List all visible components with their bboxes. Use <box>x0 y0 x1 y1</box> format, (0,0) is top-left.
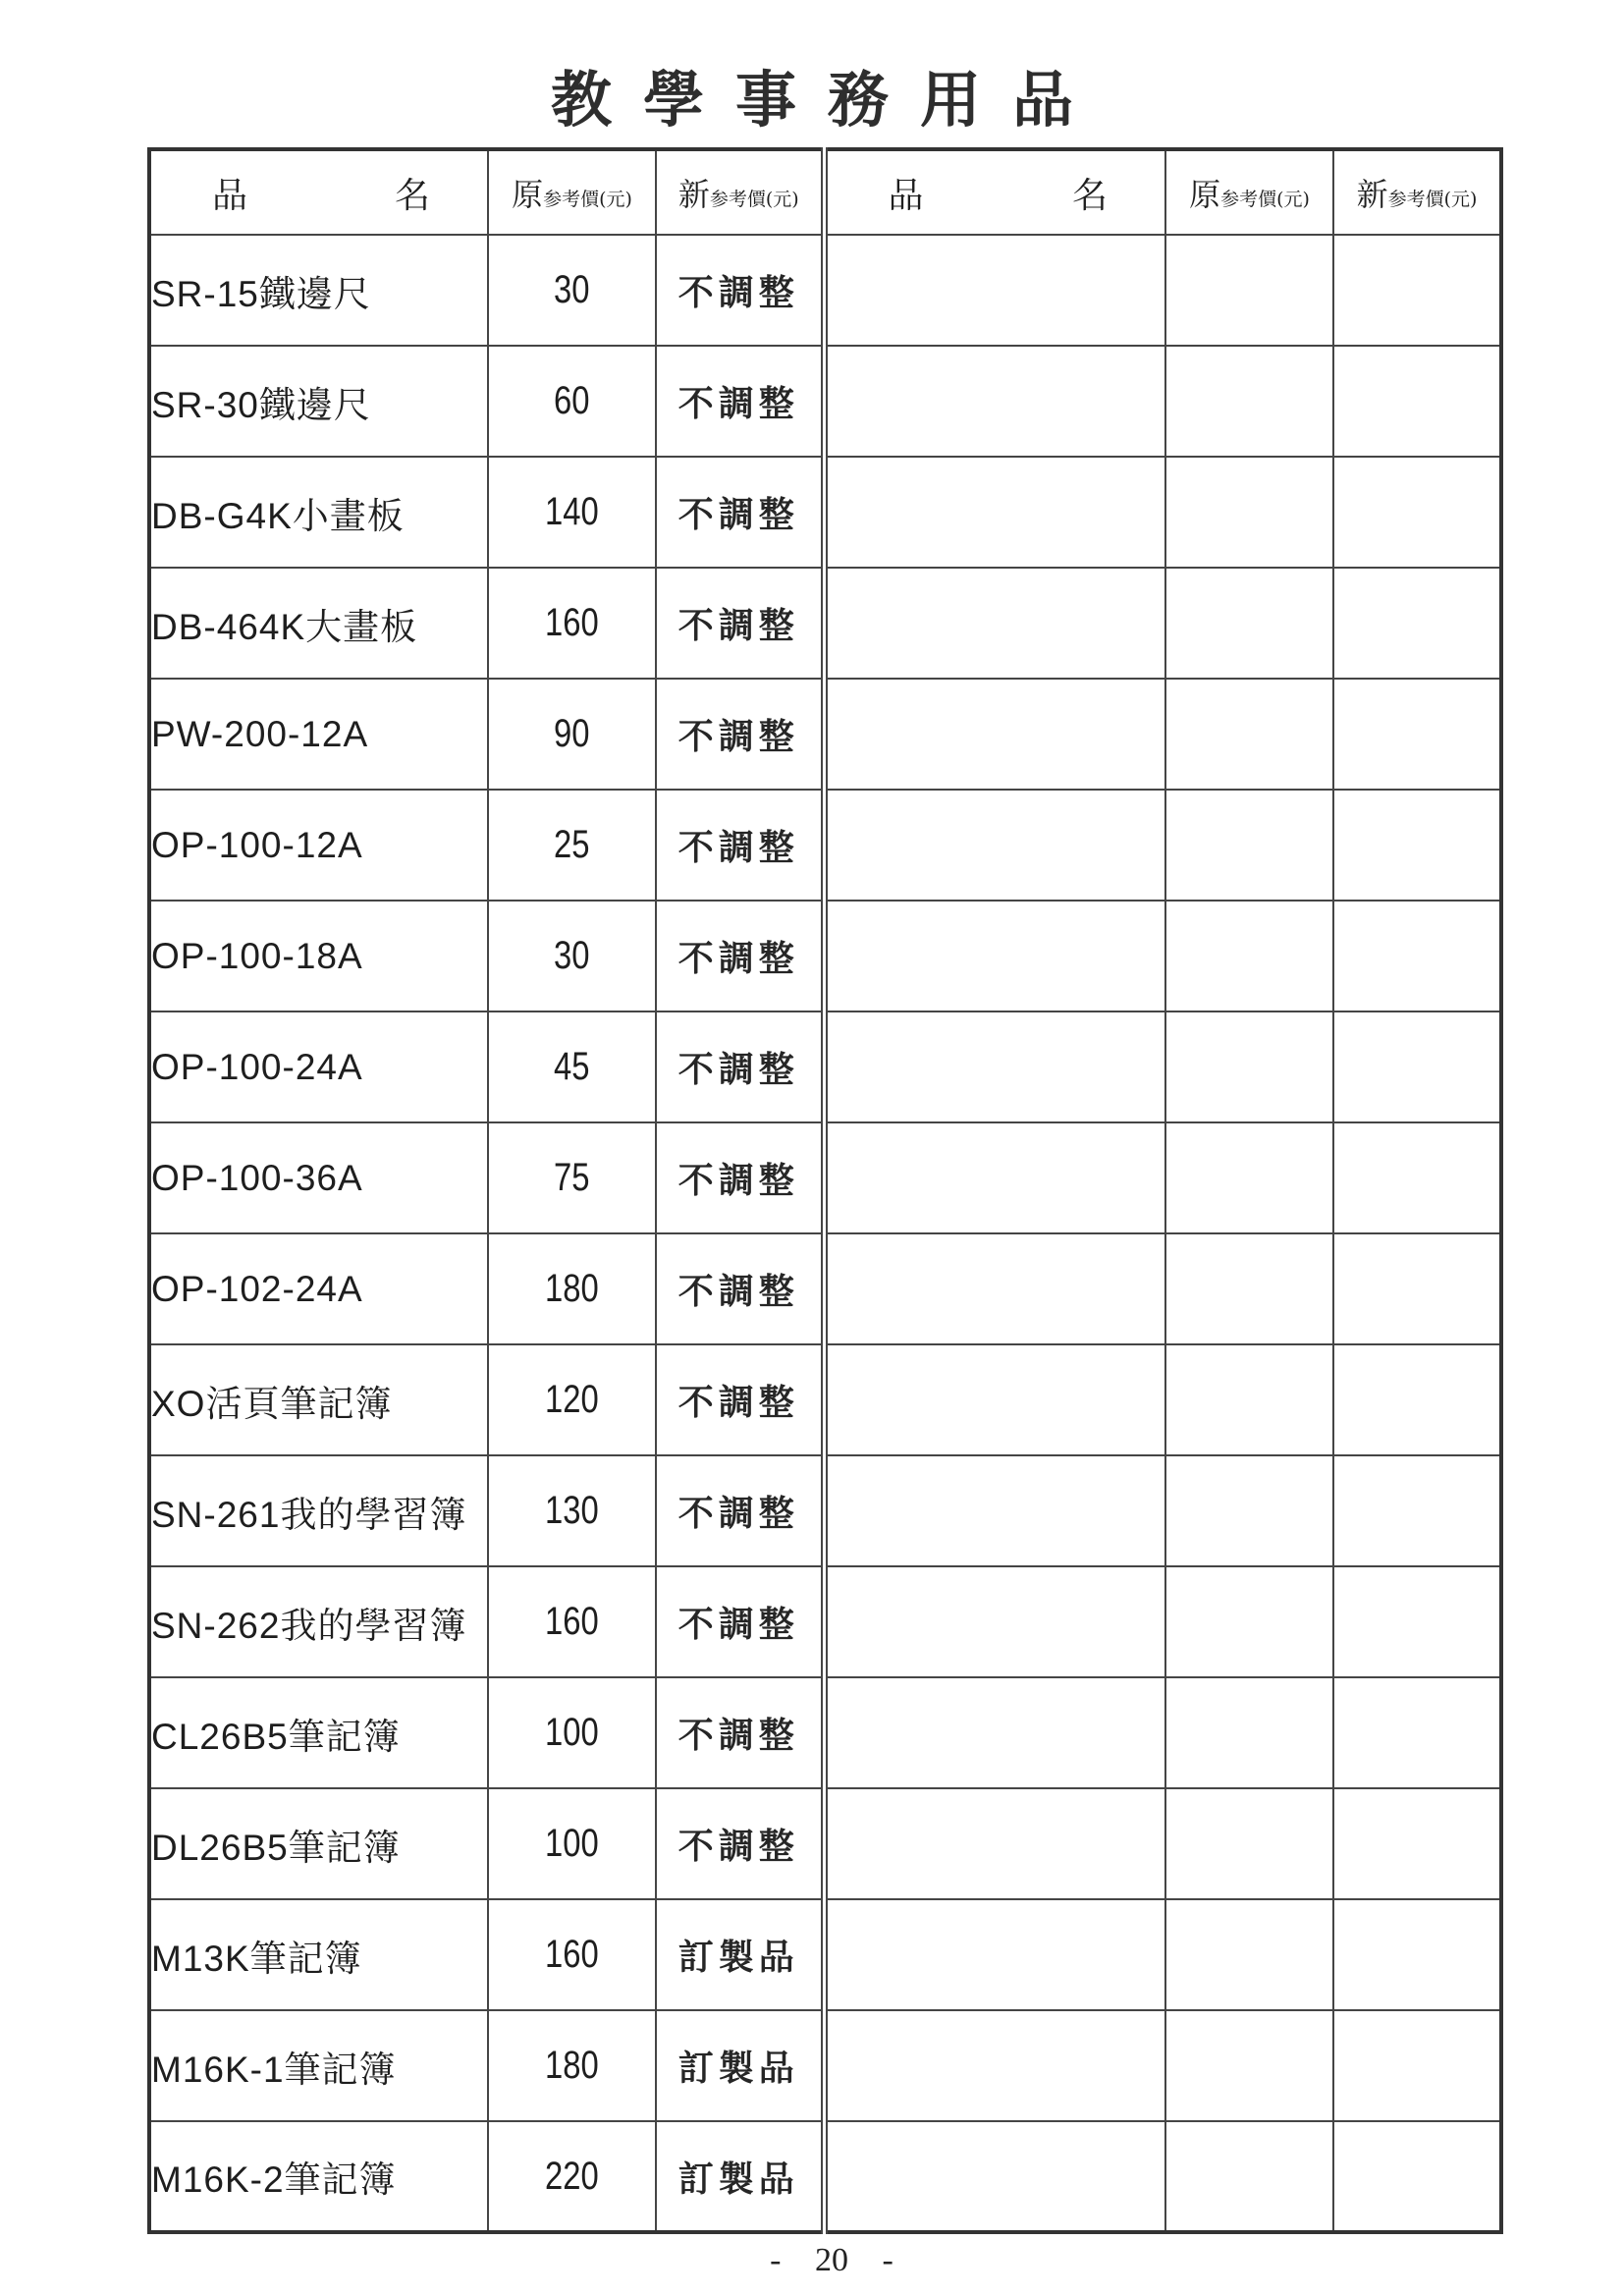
orig-price-cell-text: 90 <box>554 712 590 755</box>
empty-name-cell <box>824 1899 1165 2010</box>
header-new-main: 新 <box>677 176 710 213</box>
orig-price-cell <box>488 1677 656 1788</box>
orig-price-cell-text: 100 <box>545 1822 599 1865</box>
empty-name-cell <box>824 1566 1165 1677</box>
table-row <box>149 1455 1501 1566</box>
empty-name-cell <box>824 1455 1165 1566</box>
orig-price-cell <box>488 1566 656 1677</box>
header-new-price-right <box>1333 149 1501 235</box>
new-price-cell: 不調整 <box>656 1122 824 1233</box>
item-name-cell: PW-200-12A <box>149 679 488 790</box>
empty-new-price-cell <box>1333 679 1501 790</box>
item-name-cell: SR-30鐵邊尺 <box>149 346 488 457</box>
new-price-cell: 不調整 <box>656 901 824 1011</box>
item-name-cell: SR-15鐵邊尺 <box>149 235 488 346</box>
header-new-price-left <box>656 149 824 235</box>
header-name-char-1: 品 <box>888 175 924 216</box>
new-price-cell: 不調整 <box>656 1233 824 1344</box>
new-price-cell: 不調整 <box>656 1344 824 1455</box>
header-orig-main: 原 <box>1189 176 1221 213</box>
orig-price-cell <box>488 1011 656 1122</box>
item-name-cell: OP-100-18A <box>149 901 488 1011</box>
header-new-sub: 参考價(元) <box>709 189 799 210</box>
header-new-main: 新 <box>1356 176 1388 213</box>
table-body <box>149 235 1501 2232</box>
item-name-cell: CL26B5筆記簿 <box>149 1677 488 1788</box>
empty-new-price-cell <box>1333 2121 1501 2232</box>
orig-price-cell-text: 45 <box>554 1045 590 1088</box>
table-row <box>149 1233 1501 1344</box>
empty-orig-price-cell <box>1165 1566 1333 1677</box>
table-row <box>149 457 1501 568</box>
empty-new-price-cell <box>1333 568 1501 679</box>
table-row <box>149 1899 1501 2010</box>
empty-new-price-cell <box>1333 2010 1501 2121</box>
table-row <box>149 1011 1501 1122</box>
empty-new-price-cell <box>1333 790 1501 901</box>
new-price-cell: 不調整 <box>656 679 824 790</box>
empty-orig-price-cell <box>1165 1344 1333 1455</box>
empty-new-price-cell <box>1333 1788 1501 1899</box>
empty-name-cell <box>824 1233 1165 1344</box>
empty-name-cell <box>824 568 1165 679</box>
item-name-cell: DB-464K大畫板 <box>149 568 488 679</box>
orig-price-cell <box>488 2010 656 2121</box>
new-price-cell: 不調整 <box>656 568 824 679</box>
orig-price-cell <box>488 901 656 1011</box>
table-header-row <box>149 149 1501 235</box>
new-price-cell: 訂製品 <box>656 2121 824 2232</box>
orig-price-cell <box>488 790 656 901</box>
empty-new-price-cell <box>1333 235 1501 346</box>
header-name-char-1: 品 <box>212 175 248 216</box>
empty-orig-price-cell <box>1165 1677 1333 1788</box>
table-row <box>149 346 1501 457</box>
empty-new-price-cell <box>1333 901 1501 1011</box>
table-row <box>149 1566 1501 1677</box>
new-price-cell: 不調整 <box>656 1788 824 1899</box>
empty-new-price-cell <box>1333 1011 1501 1122</box>
empty-orig-price-cell <box>1165 679 1333 790</box>
empty-name-cell <box>824 346 1165 457</box>
table-row <box>149 1788 1501 1899</box>
orig-price-cell <box>488 1788 656 1899</box>
table-row <box>149 1122 1501 1233</box>
orig-price-cell-text: 130 <box>545 1489 599 1532</box>
empty-name-cell <box>824 901 1165 1011</box>
item-name-cell: OP-100-24A <box>149 1011 488 1122</box>
empty-name-cell <box>824 1344 1165 1455</box>
orig-price-cell-text: 30 <box>554 268 590 311</box>
empty-new-price-cell <box>1333 1677 1501 1788</box>
item-name-cell: SN-261我的學習簿 <box>149 1455 488 1566</box>
item-name-cell: OP-100-12A <box>149 790 488 901</box>
orig-price-cell-text: 30 <box>554 934 590 977</box>
orig-price-cell-text: 75 <box>554 1156 590 1199</box>
new-price-cell: 不調整 <box>656 1677 824 1788</box>
header-name-left <box>149 149 488 235</box>
item-name-cell: M16K-2筆記簿 <box>149 2121 488 2232</box>
header-name-char-2: 名 <box>394 175 430 216</box>
header-new-sub: 参考價(元) <box>1387 189 1478 210</box>
orig-price-cell-text: 180 <box>545 1267 599 1310</box>
item-name-cell: M16K-1筆記簿 <box>149 2010 488 2121</box>
page-number: - 20 - <box>770 2242 893 2278</box>
table-row <box>149 2121 1501 2232</box>
orig-price-cell-text: 220 <box>545 2154 599 2198</box>
empty-new-price-cell <box>1333 1455 1501 1566</box>
item-name-cell: OP-102-24A <box>149 1233 488 1344</box>
empty-name-cell <box>824 457 1165 568</box>
empty-new-price-cell <box>1333 346 1501 457</box>
orig-price-cell <box>488 346 656 457</box>
empty-orig-price-cell <box>1165 457 1333 568</box>
empty-new-price-cell <box>1333 1899 1501 2010</box>
new-price-cell: 不調整 <box>656 457 824 568</box>
orig-price-cell-text: 25 <box>554 823 590 866</box>
header-orig-price-left <box>488 149 656 235</box>
item-name-cell: XO活頁筆記簿 <box>149 1344 488 1455</box>
empty-orig-price-cell <box>1165 901 1333 1011</box>
empty-name-cell <box>824 2121 1165 2232</box>
empty-name-cell <box>824 235 1165 346</box>
price-table <box>147 147 1503 2234</box>
empty-orig-price-cell <box>1165 1122 1333 1233</box>
new-price-cell: 不調整 <box>656 1455 824 1566</box>
empty-orig-price-cell <box>1165 1899 1333 2010</box>
orig-price-cell-text: 140 <box>545 490 599 533</box>
empty-name-cell <box>824 1122 1165 1233</box>
empty-orig-price-cell <box>1165 1233 1333 1344</box>
empty-new-price-cell <box>1333 1344 1501 1455</box>
empty-orig-price-cell <box>1165 568 1333 679</box>
orig-price-cell <box>488 457 656 568</box>
orig-price-cell <box>488 1455 656 1566</box>
orig-price-cell <box>488 1233 656 1344</box>
new-price-cell: 訂製品 <box>656 2010 824 2121</box>
header-orig-sub: 参考價(元) <box>1220 189 1310 210</box>
empty-new-price-cell <box>1333 1122 1501 1233</box>
new-price-cell: 不調整 <box>656 1011 824 1122</box>
empty-orig-price-cell <box>1165 346 1333 457</box>
orig-price-cell <box>488 679 656 790</box>
item-name-cell: M13K筆記簿 <box>149 1899 488 2010</box>
table-row <box>149 790 1501 901</box>
new-price-cell: 訂製品 <box>656 1899 824 2010</box>
orig-price-cell <box>488 568 656 679</box>
empty-orig-price-cell <box>1165 1788 1333 1899</box>
empty-new-price-cell <box>1333 1233 1501 1344</box>
table-row <box>149 1344 1501 1455</box>
orig-price-cell <box>488 1344 656 1455</box>
orig-price-cell <box>488 235 656 346</box>
new-price-cell: 不調整 <box>656 1566 824 1677</box>
empty-new-price-cell <box>1333 457 1501 568</box>
header-name-right <box>824 149 1165 235</box>
orig-price-cell-text: 120 <box>545 1378 599 1421</box>
orig-price-cell-text: 160 <box>545 1933 599 1976</box>
table-row <box>149 679 1501 790</box>
new-price-cell: 不調整 <box>656 235 824 346</box>
empty-new-price-cell <box>1333 1566 1501 1677</box>
table-row <box>149 2010 1501 2121</box>
header-name-char-2: 名 <box>1071 175 1108 216</box>
header-orig-main: 原 <box>512 176 544 213</box>
empty-orig-price-cell <box>1165 2010 1333 2121</box>
table-row <box>149 1677 1501 1788</box>
item-name-cell: SN-262我的學習簿 <box>149 1566 488 1677</box>
item-name-cell: OP-100-36A <box>149 1122 488 1233</box>
item-name-cell: DL26B5筆記簿 <box>149 1788 488 1899</box>
empty-orig-price-cell <box>1165 1455 1333 1566</box>
header-orig-sub: 参考價(元) <box>543 189 632 210</box>
empty-orig-price-cell <box>1165 790 1333 901</box>
empty-name-cell <box>824 790 1165 901</box>
page-title: 教學事務用品 <box>550 64 1105 136</box>
orig-price-cell <box>488 1899 656 2010</box>
orig-price-cell-text: 60 <box>554 379 590 422</box>
orig-price-cell <box>488 1122 656 1233</box>
header-orig-price-right <box>1165 149 1333 235</box>
new-price-cell: 不調整 <box>656 790 824 901</box>
orig-price-cell-text: 160 <box>545 601 599 644</box>
empty-orig-price-cell <box>1165 1011 1333 1122</box>
table-row <box>149 235 1501 346</box>
new-price-cell: 不調整 <box>656 346 824 457</box>
table-row <box>149 901 1501 1011</box>
table-row <box>149 568 1501 679</box>
empty-orig-price-cell <box>1165 235 1333 346</box>
orig-price-cell-text: 160 <box>545 1600 599 1643</box>
orig-price-cell <box>488 2121 656 2232</box>
empty-name-cell <box>824 1011 1165 1122</box>
empty-name-cell <box>824 1788 1165 1899</box>
empty-name-cell <box>824 679 1165 790</box>
orig-price-cell-text: 180 <box>545 2044 599 2087</box>
empty-name-cell <box>824 2010 1165 2121</box>
empty-orig-price-cell <box>1165 2121 1333 2232</box>
empty-name-cell <box>824 1677 1165 1788</box>
orig-price-cell-text: 100 <box>545 1711 599 1754</box>
item-name-cell: DB-G4K小畫板 <box>149 457 488 568</box>
